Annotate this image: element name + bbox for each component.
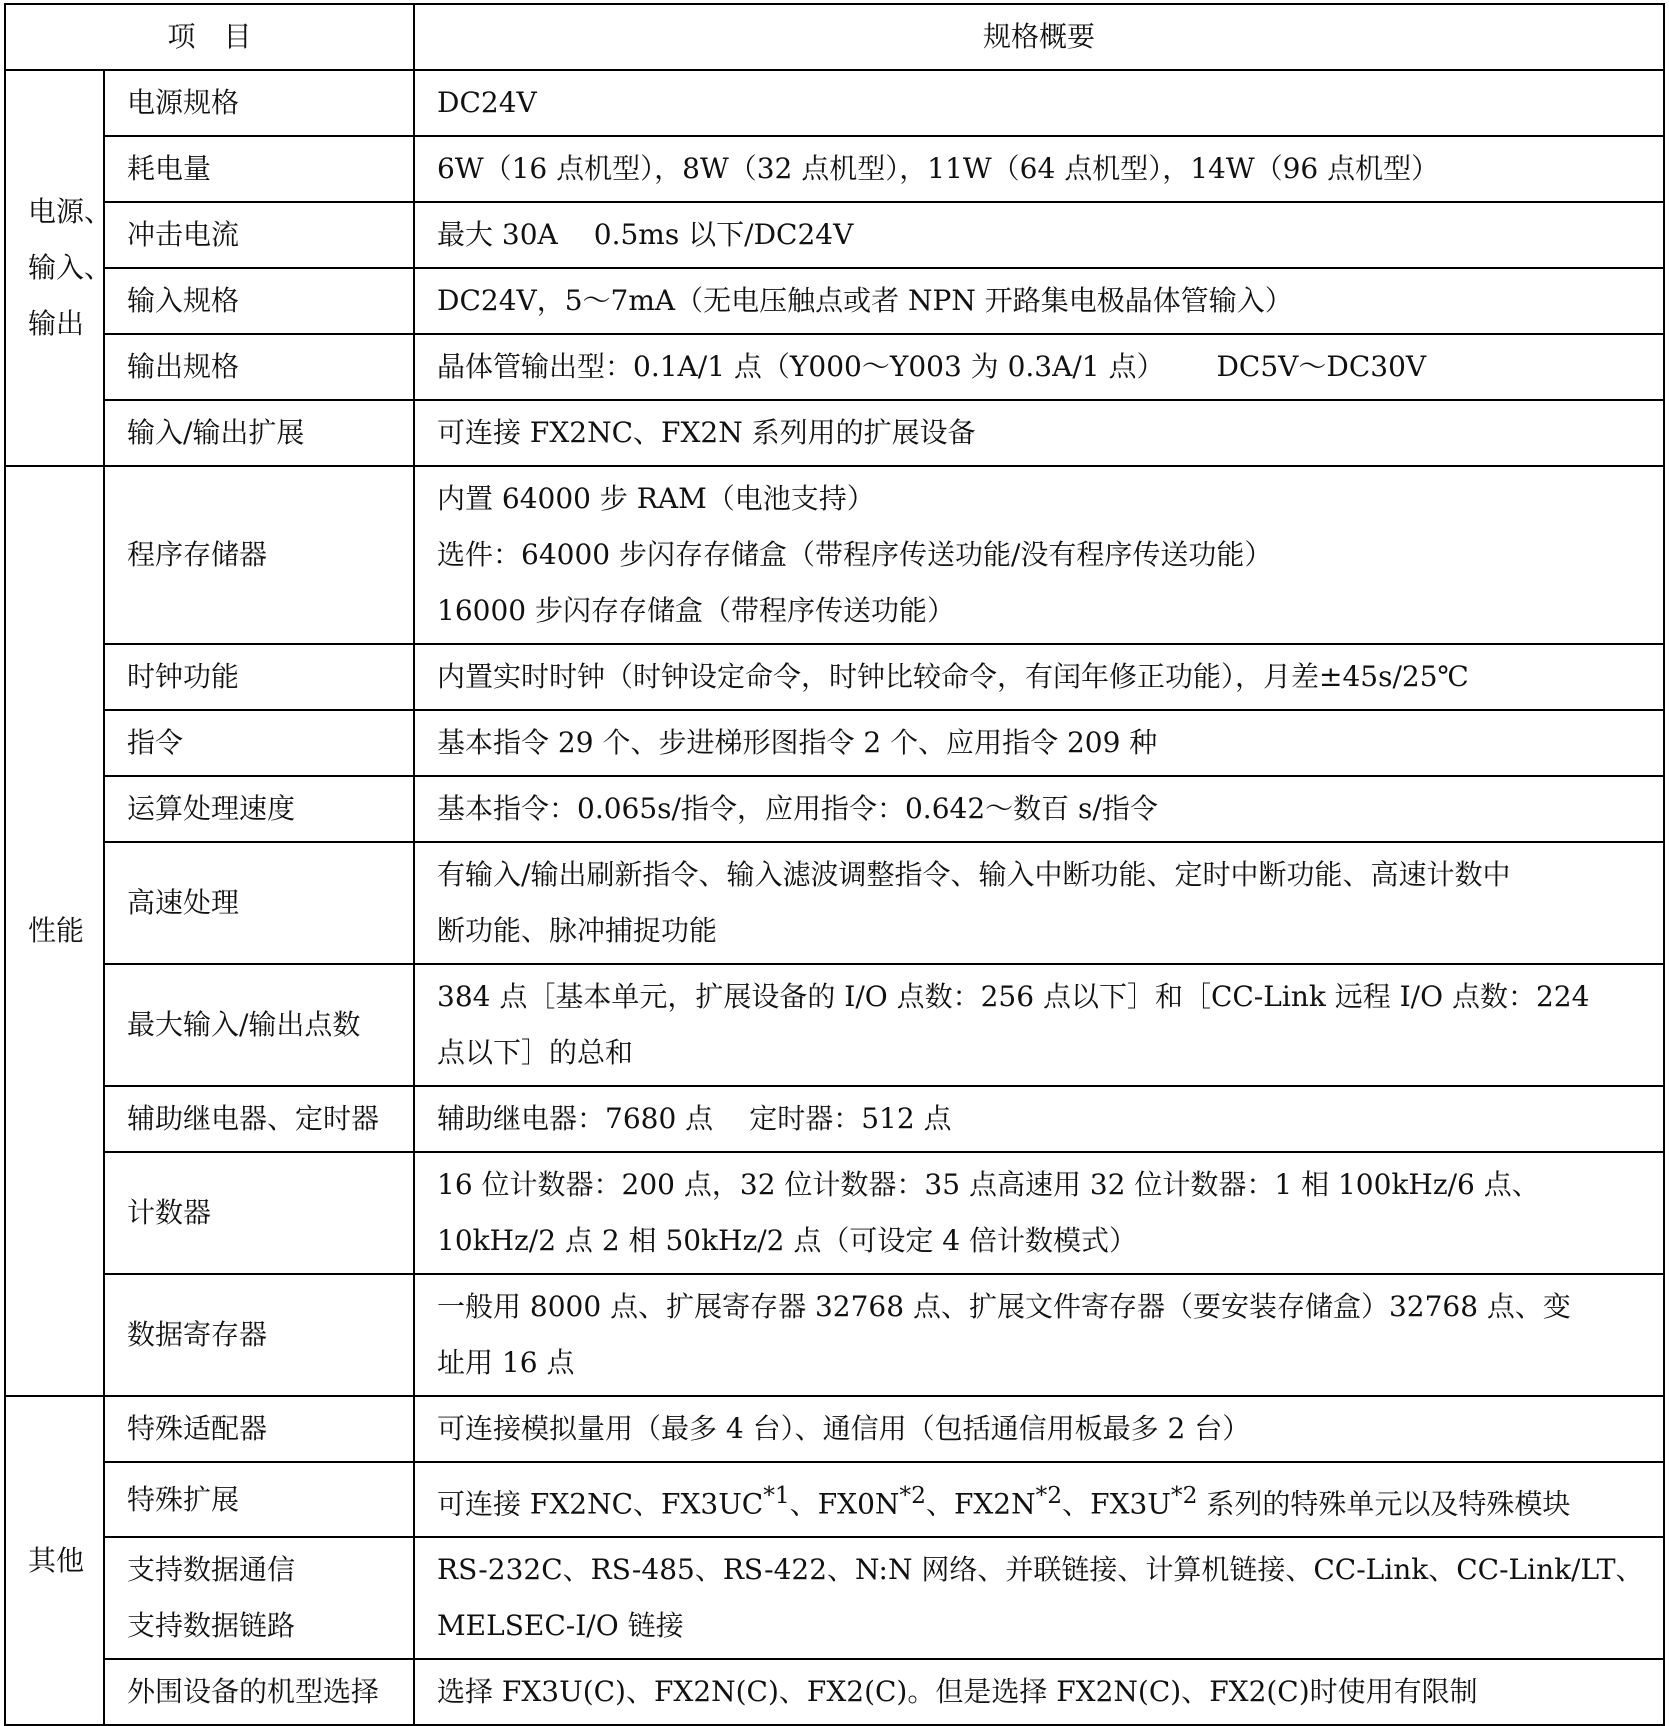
row-value: 晶体管输出型：0.1A/1 点（Y000～Y003 为 0.3A/1 点） DC5V～DC30V [414, 334, 1664, 400]
row-value: DC24V [414, 70, 1664, 136]
row-label: 运算处理速度 [104, 776, 414, 842]
row-label: 电源规格 [104, 70, 414, 136]
row-value: 384 点［基本单元，扩展设备的 I/O 点数：256 点以下］和［CC-Link 远程 I/O 点数：224 点以下］的总和 [414, 964, 1664, 1086]
spec-table [4, 3, 1665, 1726]
row-label: 高速处理 [104, 842, 414, 964]
row-label: 耗电量 [104, 136, 414, 202]
row-label: 输入/输出扩展 [104, 400, 414, 466]
row-value: 最大 30A 0.5ms 以下/DC24V [414, 202, 1664, 268]
row-label: 特殊适配器 [104, 1396, 414, 1462]
table-row [5, 776, 1664, 842]
group-other: 其他 [5, 1396, 104, 1725]
row-value: DC24V，5～7mA（无电压触点或者 NPN 开路集电极晶体管输入） [414, 268, 1664, 334]
table-row [5, 1462, 1664, 1537]
row-value: 基本指令 29 个、步进梯形图指令 2 个、应用指令 209 种 [414, 710, 1664, 776]
row-label: 数据寄存器 [104, 1274, 414, 1396]
table-row [5, 268, 1664, 334]
row-label: 冲击电流 [104, 202, 414, 268]
row-value: RS-232C、RS-485、RS-422、N:N 网络、并联链接、计算机链接、CC-Link、CC-Link/LT、 MELSEC-I/O 链接 [414, 1537, 1664, 1659]
row-label: 计数器 [104, 1152, 414, 1274]
table-row [5, 710, 1664, 776]
row-label: 最大输入/输出点数 [104, 964, 414, 1086]
row-value: 辅助继电器：7680 点 定时器：512 点 [414, 1086, 1664, 1152]
table-row [5, 136, 1664, 202]
table-row [5, 466, 1664, 644]
row-value: 基本指令：0.065s/指令，应用指令：0.642～数百 s/指令 [414, 776, 1664, 842]
table-row [5, 842, 1664, 964]
row-value: 6W（16 点机型），8W（32 点机型），11W（64 点机型），14W（96 点机型） [414, 136, 1664, 202]
table-row [5, 1274, 1664, 1396]
row-value: 可连接模拟量用（最多 4 台）、通信用（包括通信用板最多 2 台） [414, 1396, 1664, 1462]
table-row [5, 70, 1664, 136]
row-label: 特殊扩展 [104, 1462, 414, 1537]
row-value: 选择 FX3U(C)、FX2N(C)、FX2(C)。但是选择 FX2N(C)、FX2(C)时使用有限制 [414, 1659, 1664, 1725]
row-value: 有输入/输出刷新指令、输入滤波调整指令、输入中断功能、定时中断功能、高速计数中 断功能、脉冲捕捉功能 [414, 842, 1664, 964]
row-label: 时钟功能 [104, 644, 414, 710]
table-row [5, 1396, 1664, 1462]
header-row [5, 4, 1664, 70]
row-label: 指令 [104, 710, 414, 776]
row-label: 辅助继电器、定时器 [104, 1086, 414, 1152]
table-row [5, 1537, 1664, 1659]
header-spec: 规格概要 [414, 4, 1664, 70]
row-label: 程序存储器 [104, 466, 414, 644]
row-label: 输出规格 [104, 334, 414, 400]
row-label: 外围设备的机型选择 [104, 1659, 414, 1725]
header-item: 项 目 [5, 4, 414, 70]
table-row [5, 400, 1664, 466]
row-label: 输入规格 [104, 268, 414, 334]
row-value: 可连接 FX2NC、FX3UC$^{*1}$、$FX0N^{*2}$、$FX2N^{*2}$、$FX3U^{*2}$ 系列的特殊单元以及特殊模块 [414, 1462, 1664, 1537]
row-label: 支持数据通信 支持数据链路 [104, 1537, 414, 1659]
row-value: 内置 64000 步 RAM（电池支持） 选件：64000 步闪存存储盒（带程序传送功能/没有程序传送功能） 16000 步闪存存储盒（带程序传送功能） [414, 466, 1664, 644]
table-row [5, 1086, 1664, 1152]
table-row [5, 1659, 1664, 1725]
group-performance: 性能 [5, 466, 104, 1396]
row-value: 可连接 FX2NC、FX2N 系列用的扩展设备 [414, 400, 1664, 466]
table-row [5, 644, 1664, 710]
table-row [5, 202, 1664, 268]
row-value: 内置实时时钟（时钟设定命令，时钟比较命令，有闰年修正功能），月差±45s/25℃ [414, 644, 1664, 710]
table-row [5, 334, 1664, 400]
table-row [5, 1152, 1664, 1274]
table-row [5, 964, 1664, 1086]
row-value: 一般用 8000 点、扩展寄存器 32768 点、扩展文件寄存器（要安装存储盒）32768 点、变 址用 16 点 [414, 1274, 1664, 1396]
row-value: 16 位计数器：200 点，32 位计数器：35 点高速用 32 位计数器：1 相 100kHz/6 点、 10kHz/2 点 2 相 50kHz/2 点（可设定 4 倍计数模式） [414, 1152, 1664, 1274]
group-power-io: 电源、 输入、 输出 [5, 70, 104, 466]
